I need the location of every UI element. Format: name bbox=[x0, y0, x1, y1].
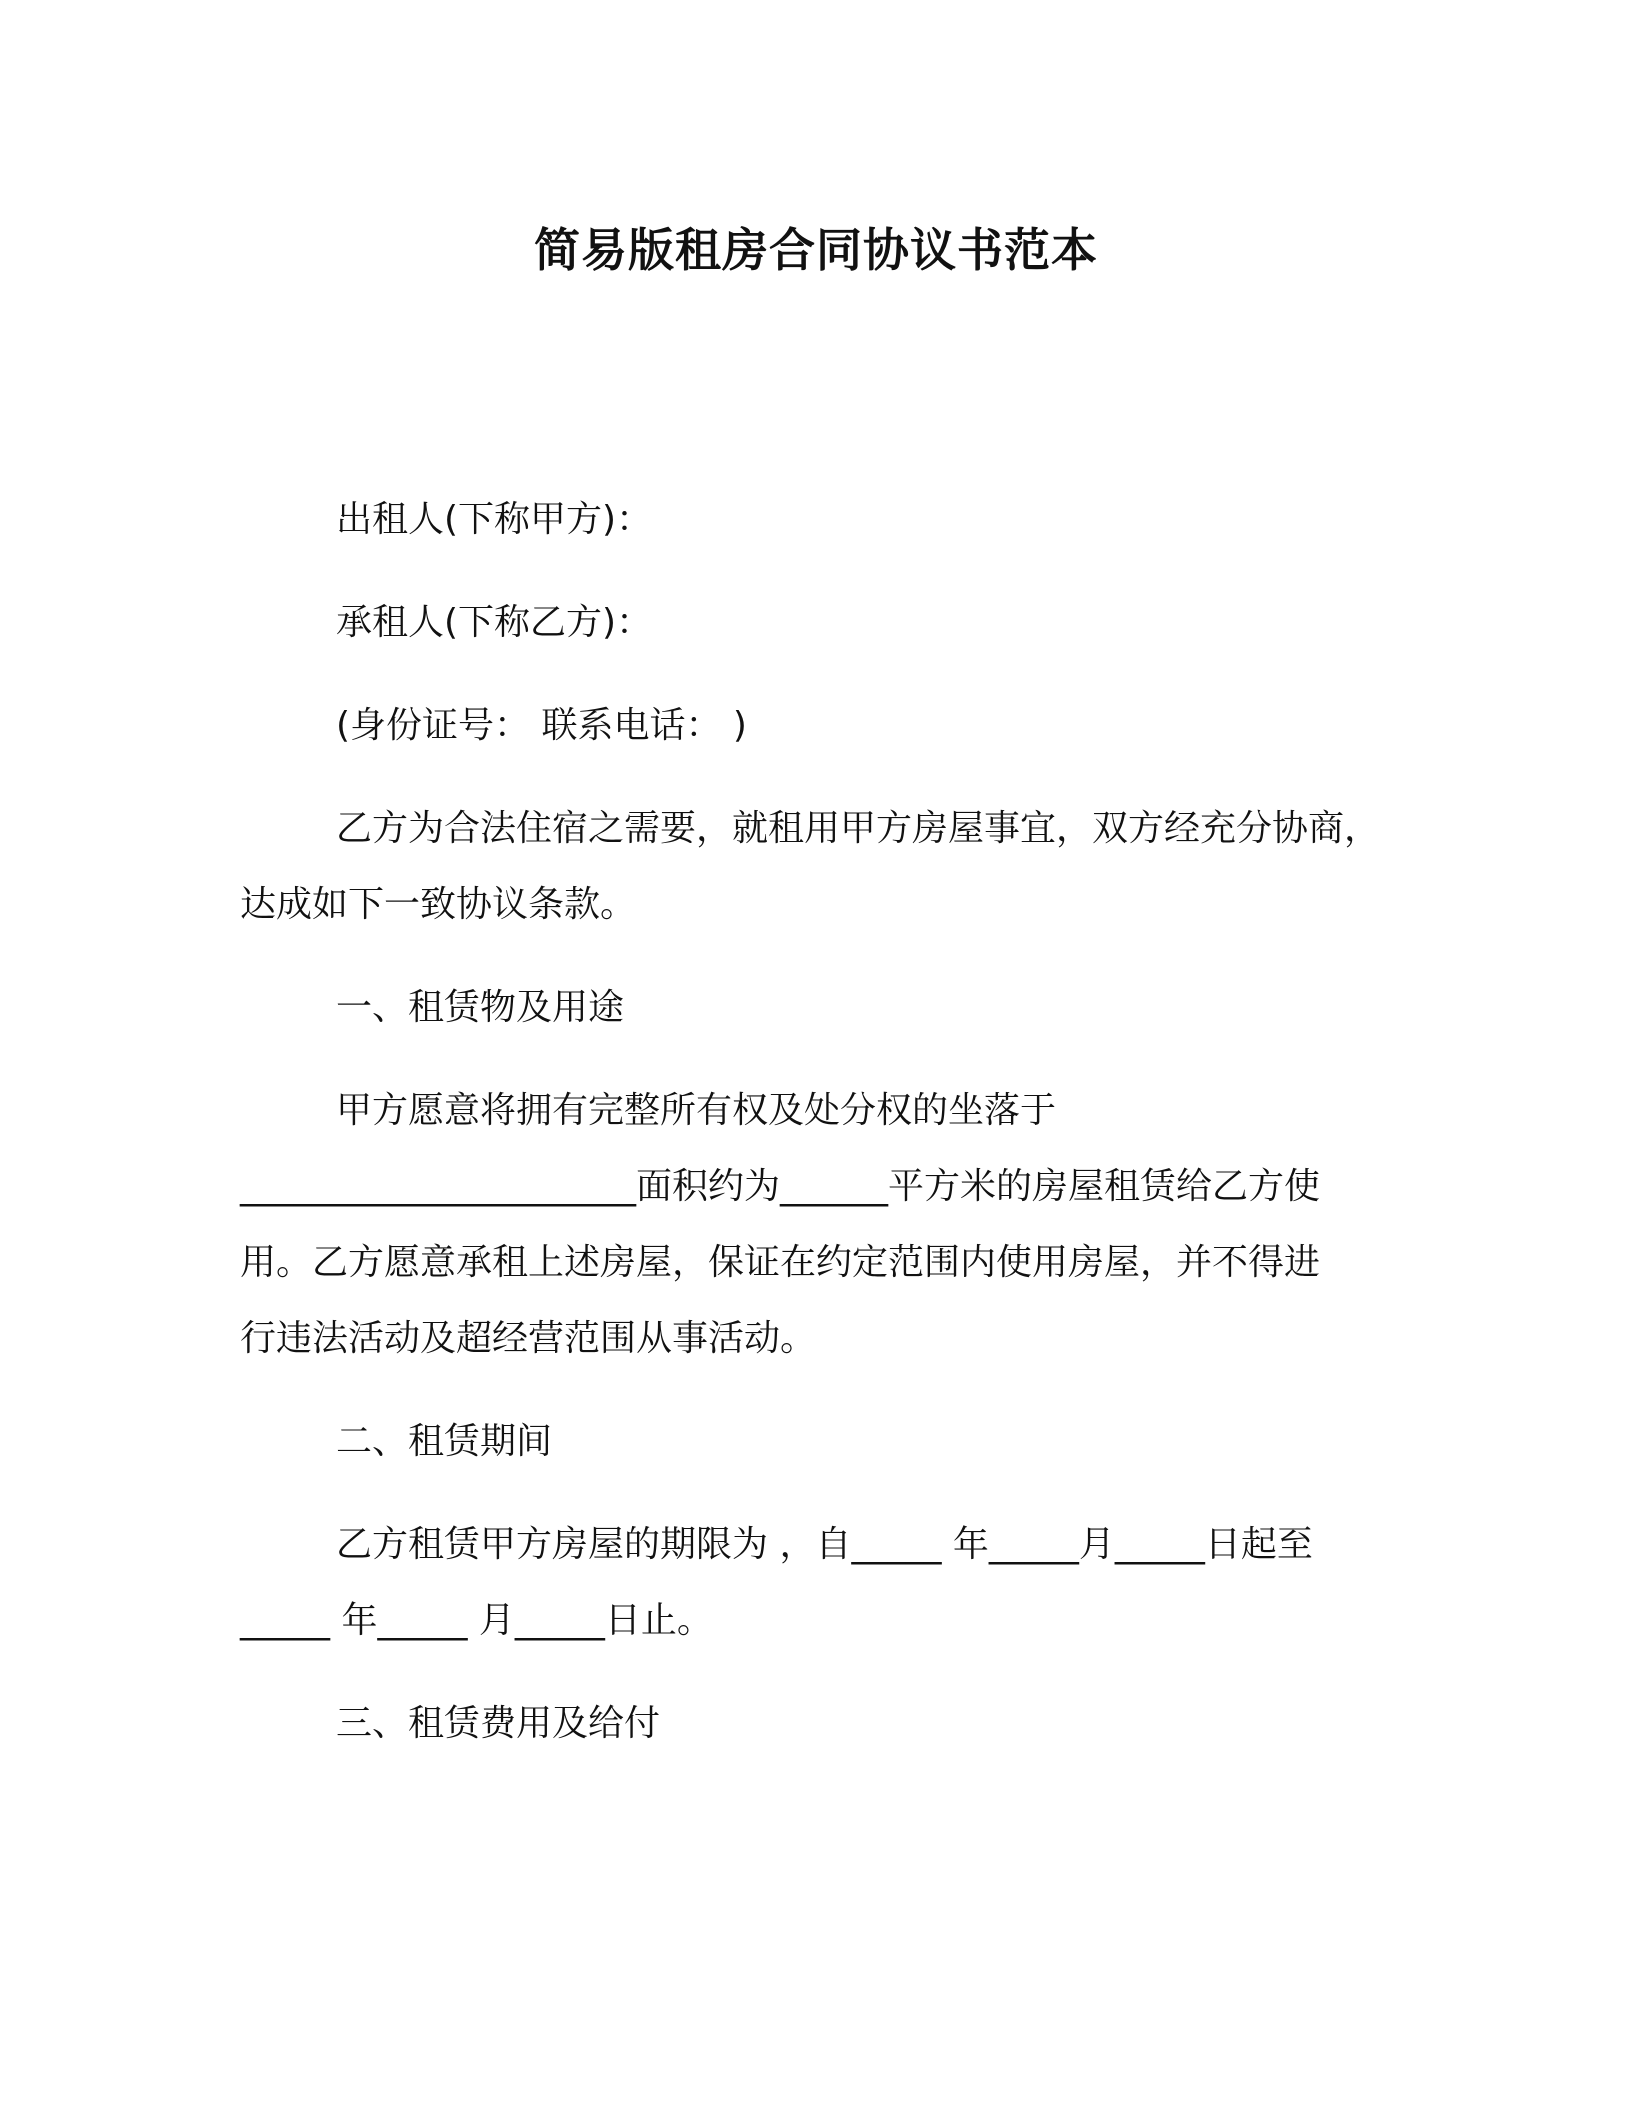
intro-paragraph-line-2: 达成如下一致协议条款。 bbox=[240, 884, 637, 925]
section-1-paragraph-line-4: 行违法活动及超经营范围从事活动。 bbox=[240, 1318, 817, 1359]
section-1-paragraph-line-2: ______________________面积约为______平方米的房屋租赁给乙方使 bbox=[240, 1166, 1321, 1207]
section-1-paragraph-line-3: 用。乙方愿意承租上述房屋，保证在约定范围内使用房屋，并不得进 bbox=[240, 1242, 1321, 1283]
lessee-line: 承租人(下称乙方)： bbox=[336, 602, 653, 643]
lessor-line: 出租人(下称甲方)： bbox=[336, 499, 653, 540]
document-title: 简易版租房合同协议书范本 bbox=[534, 223, 1098, 277]
section-2-paragraph-line-1: 乙方租赁甲方房屋的期限为 ，自_____ 年_____月_____日起至 bbox=[336, 1524, 1313, 1565]
section-3-heading: 三、租赁费用及给付 bbox=[336, 1703, 661, 1744]
id-phone-line: (身份证号： 联系电话： ) bbox=[336, 705, 747, 746]
section-2-paragraph-line-2: _____ 年_____ 月_____日止。 bbox=[240, 1600, 713, 1641]
section-2-heading: 二、租赁期间 bbox=[336, 1421, 553, 1462]
section-1-heading: 一、租赁物及用途 bbox=[336, 987, 625, 1028]
intro-paragraph-line-1: 乙方为合法住宿之需要，就租用甲方房屋事宜，双方经充分协商， bbox=[336, 808, 1381, 849]
section-1-paragraph-line-1: 甲方愿意将拥有完整所有权及处分权的坐落于 bbox=[336, 1090, 1057, 1131]
